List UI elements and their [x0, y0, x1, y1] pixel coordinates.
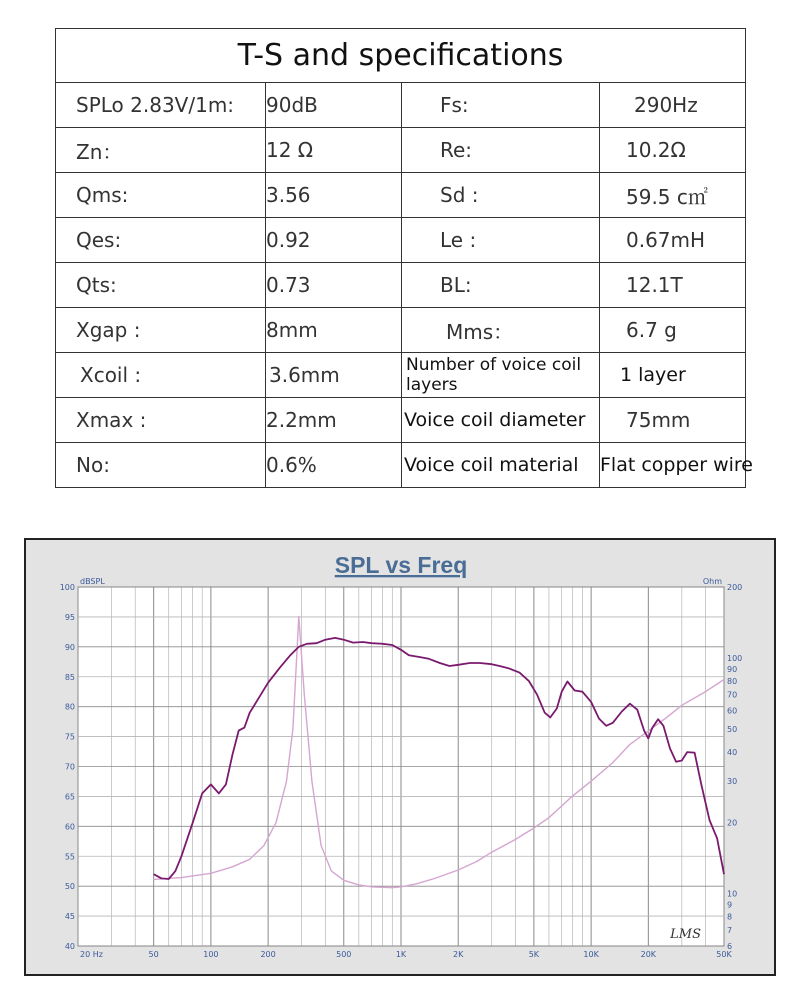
y-right-tick-label: 10 [727, 889, 738, 899]
y-tick-label: 70 [64, 762, 75, 772]
spec-value: 3.56 [266, 173, 402, 218]
x-tick-label: 50 [148, 950, 159, 959]
spec-value: 0.92 [266, 218, 402, 263]
y-right-tick-label: 7 [727, 926, 733, 936]
spec-label: Zn： [56, 128, 266, 173]
y-tick-label: 85 [64, 672, 75, 682]
y-tick-label: 60 [64, 822, 75, 832]
y-tick-label: 40 [64, 942, 75, 951]
spec-value: 0.67mH [600, 218, 746, 263]
spec-value: 90dB [266, 83, 402, 128]
y-right-tick-label: 100 [727, 653, 743, 663]
y-tick-label: 45 [64, 912, 75, 922]
lms-watermark: LMS [670, 927, 701, 942]
spec-row [56, 353, 746, 398]
spec-label: Voice coil material [402, 443, 600, 488]
spec-value: 59.5 c㎡ [600, 173, 746, 218]
spec-label: Fs: [402, 83, 600, 128]
y-tick-label: 80 [64, 702, 75, 712]
spec-table-title: T-S and specifications [56, 29, 746, 83]
spec-value: 10.2Ω [600, 128, 746, 173]
y-right-tick-label: 9 [727, 900, 733, 910]
spec-value: 8mm [266, 308, 402, 353]
chart-frame [24, 538, 776, 976]
spec-label: No: [56, 443, 266, 488]
y-right-tick-label: 40 [727, 747, 738, 757]
spec-label: Qes: [56, 218, 266, 263]
spec-row [56, 218, 746, 263]
spec-value: 0.6% [266, 443, 402, 488]
spec-value: 75mm [600, 398, 746, 443]
x-tick-label: 500 [336, 950, 352, 959]
spec-label: SPLo 2.83V/1m: [56, 83, 266, 128]
spec-row [56, 263, 746, 308]
spec-label: Number of voice coil layers [402, 353, 600, 398]
spec-label: Xmax : [56, 398, 266, 443]
x-tick-label: 5K [528, 950, 540, 959]
y-tick-label: 50 [64, 882, 75, 892]
spl-vs-freq-chart [26, 540, 774, 974]
spec-label: Xcoil : [56, 353, 266, 398]
y-axis-right-label: Ohm [702, 577, 722, 586]
y-right-tick-label: 6 [727, 942, 733, 951]
spec-value: 290Hz [600, 83, 746, 128]
y-right-tick-label: 30 [727, 777, 738, 787]
spec-table [55, 28, 753, 488]
spec-value: Flat copper wire [600, 443, 746, 488]
spec-row [56, 443, 746, 488]
spec-label: BL: [402, 263, 600, 308]
y-right-tick-label: 90 [727, 664, 738, 674]
spec-label: Voice coil diameter [402, 398, 600, 443]
y-axis-label: dBSPL [80, 577, 105, 586]
spec-value: 2.2mm [266, 398, 402, 443]
spec-label: Re: [402, 128, 600, 173]
y-right-tick-label: 60 [727, 706, 738, 716]
x-tick-label: 2K [453, 950, 464, 959]
spec-value: 0.73 [266, 263, 402, 308]
spec-row [56, 128, 746, 173]
x-tick-label: 1K [395, 950, 407, 959]
spec-value: 1 layer [600, 353, 746, 398]
y-tick-label: 95 [64, 612, 75, 622]
y-tick-label: 65 [64, 792, 75, 802]
spec-label: Le : [402, 218, 600, 263]
spec-label: Qms: [56, 173, 266, 218]
spec-label: Sd : [402, 173, 600, 218]
x-tick-label: 200 [260, 950, 276, 959]
x-tick-label: 20K [640, 950, 657, 959]
spec-row [56, 308, 746, 353]
y-right-tick-label: 70 [727, 690, 738, 700]
spec-row [56, 173, 746, 218]
spec-value: 12 Ω [266, 128, 402, 173]
spec-row [56, 398, 746, 443]
x-tick-label: 50K [716, 950, 732, 959]
y-tick-label: 75 [64, 732, 75, 742]
x-tick-label: 10K [583, 950, 599, 959]
spec-label: Mms： [402, 308, 600, 353]
y-right-tick-label: 200 [727, 583, 743, 592]
x-tick-label: 20 Hz [80, 950, 103, 959]
spec-value: 12.1T [600, 263, 746, 308]
y-right-tick-label: 50 [727, 724, 738, 734]
x-tick-label: 100 [203, 950, 219, 959]
y-tick-label: 100 [59, 583, 75, 592]
spec-label: Qts: [56, 263, 266, 308]
chart-title: SPL vs Freq [334, 552, 468, 578]
spec-row [56, 83, 746, 128]
y-right-tick-label: 80 [727, 676, 738, 686]
y-right-tick-label: 8 [727, 912, 733, 922]
spec-label: Xgap : [56, 308, 266, 353]
y-tick-label: 90 [64, 642, 75, 652]
y-tick-label: 55 [64, 852, 75, 862]
y-right-tick-label: 20 [727, 818, 738, 828]
spec-value: 3.6mm [266, 353, 402, 398]
spec-value: 6.7 g [600, 308, 746, 353]
